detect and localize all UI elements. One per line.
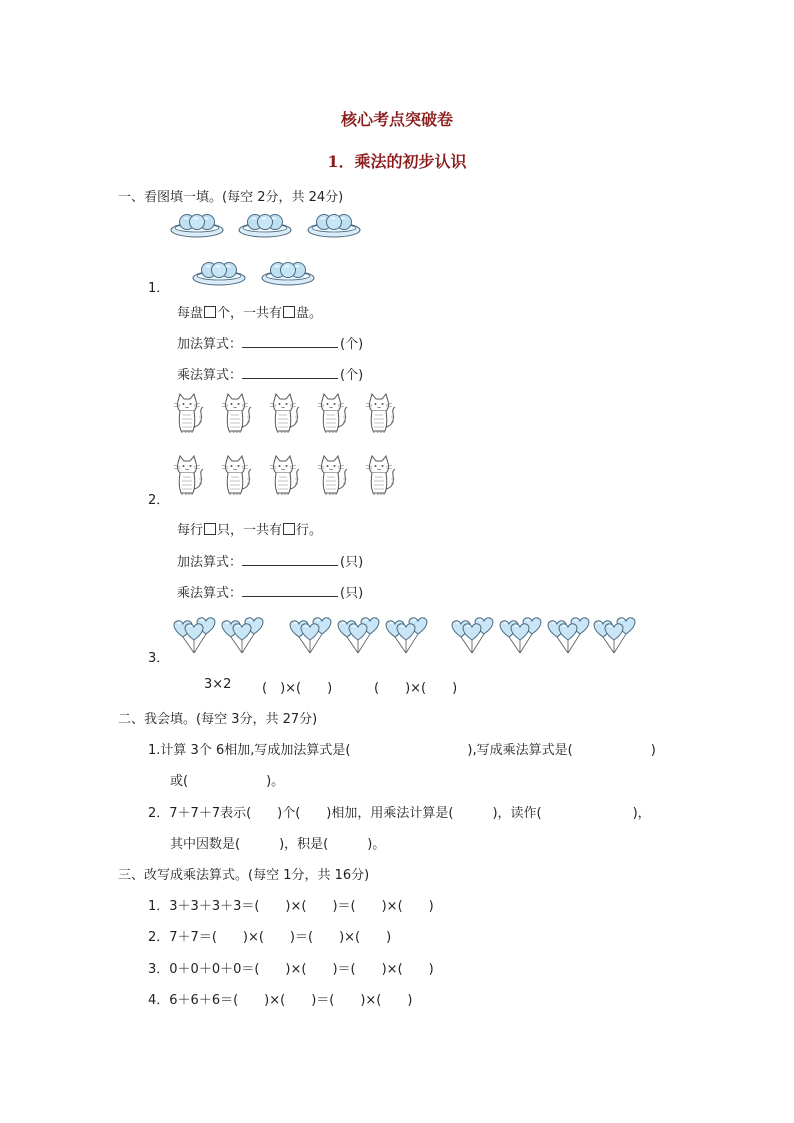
s3-item-1[interactable]: 1．3＋3＋3＋3＝( )×( )＝( )×( ) — [148, 899, 434, 914]
cat-icon — [222, 394, 251, 433]
q1-mul-label: 乘法算式： — [177, 368, 243, 383]
plate-of-fruit-icon — [193, 263, 245, 286]
heart-balloon-icon — [338, 618, 379, 653]
balloons-picture — [172, 613, 642, 657]
heart-balloon-icon — [500, 618, 541, 653]
s3-item-3[interactable]: 3．0＋0＋0＋0＝( )×( )＝( )×( ) — [148, 962, 434, 977]
q1-add-unit: (个) — [340, 337, 364, 352]
q1-addition-row — [177, 333, 363, 352]
q3-expr3[interactable]: ( )×( ) — [374, 681, 458, 696]
heart-balloon-icon — [548, 618, 589, 653]
heart-balloon-icon — [386, 618, 427, 653]
heart-balloon-icon — [174, 618, 215, 653]
q3-expr2[interactable]: ( )×( ) — [262, 681, 333, 696]
q2-add-label: 加法算式： — [177, 555, 243, 570]
s2-q2-line2[interactable]: 其中因数是( )，积是( )。 — [170, 837, 386, 852]
heart-balloon-icon — [452, 618, 493, 653]
cat-icon — [318, 394, 347, 433]
cat-icon — [270, 394, 299, 433]
q2-mul-unit: (只) — [340, 586, 364, 601]
cat-icon — [318, 456, 347, 495]
q1-multiplication-row — [177, 364, 363, 383]
q1-number: 1． — [148, 281, 170, 296]
cat-icon — [270, 456, 299, 495]
plates-row-2 — [192, 259, 332, 289]
page-subtitle: 1．乘法的初步认识 — [327, 152, 467, 171]
plate-of-fruit-icon — [239, 215, 291, 238]
q1-prompt-b: 个，一共有 — [217, 306, 283, 321]
s3-item-4[interactable]: 4．6＋6＋6＝( )×( )＝( )×( ) — [148, 993, 413, 1008]
section1-heading: 一、看图填一填。(每空 2分，共 24分) — [118, 190, 344, 205]
q1-add-blank[interactable] — [242, 334, 338, 348]
s2-q1-line2[interactable]: 或( )。 — [170, 774, 285, 789]
heart-balloon-icon — [222, 618, 263, 653]
page-title: 核心考点突破卷 — [340, 110, 453, 129]
cat-icon — [222, 456, 251, 495]
q2-multiplication-row — [177, 582, 363, 601]
q1-prompt — [177, 302, 322, 321]
heart-balloon-icon — [594, 618, 635, 653]
q1-mul-blank[interactable] — [242, 365, 338, 379]
answer-box[interactable] — [204, 523, 216, 535]
cat-icon — [366, 456, 395, 495]
q2-add-unit: (只) — [340, 555, 364, 570]
section3-heading: 三、改写成乘法算式。(每空 1分，共 16分) — [118, 868, 370, 883]
q1-prompt-c: 盘。 — [296, 306, 323, 321]
s2-q2-line1[interactable]: 2．7＋7＋7表示( )个( )相加，用乘法计算是( )，读作( )， — [148, 806, 651, 821]
plate-of-fruit-icon — [262, 263, 314, 286]
q1-prompt-a: 每盘 — [177, 306, 204, 321]
q2-prompt-b: 只，一共有 — [217, 523, 283, 538]
q2-prompt-a: 每行 — [177, 523, 204, 538]
section2-heading: 二、我会填。(每空 3分，共 27分) — [118, 712, 318, 727]
q2-addition-row — [177, 551, 363, 570]
q2-prompt-c: 行。 — [296, 523, 323, 538]
plates-row-1 — [170, 211, 370, 241]
cat-icon — [174, 456, 203, 495]
q2-add-blank[interactable] — [242, 552, 338, 566]
answer-box[interactable] — [283, 306, 295, 318]
plate-of-fruit-icon — [171, 215, 223, 238]
answer-box[interactable] — [204, 306, 216, 318]
q2-mul-blank[interactable] — [242, 583, 338, 597]
q1-add-label: 加法算式： — [177, 337, 243, 352]
s3-item-2[interactable]: 2．7＋7＝( )×( )＝( )×( ) — [148, 930, 392, 945]
cat-icon — [174, 394, 203, 433]
q2-number: 2． — [148, 493, 170, 508]
plate-of-fruit-icon — [308, 215, 360, 238]
answer-box[interactable] — [283, 523, 295, 535]
heart-balloon-icon — [290, 618, 331, 653]
cat-icon — [366, 394, 395, 433]
q3-expr1: 3×2 — [204, 677, 232, 692]
q3-number: 3． — [148, 651, 170, 666]
q2-prompt — [177, 519, 322, 538]
cats-picture — [170, 393, 405, 503]
q2-mul-label: 乘法算式： — [177, 586, 243, 601]
s2-q1-line1[interactable]: 1.计算 3个 6相加,写成加法算式是( ),写成乘法算式是( ) — [148, 743, 656, 758]
q1-mul-unit: (个) — [340, 368, 364, 383]
